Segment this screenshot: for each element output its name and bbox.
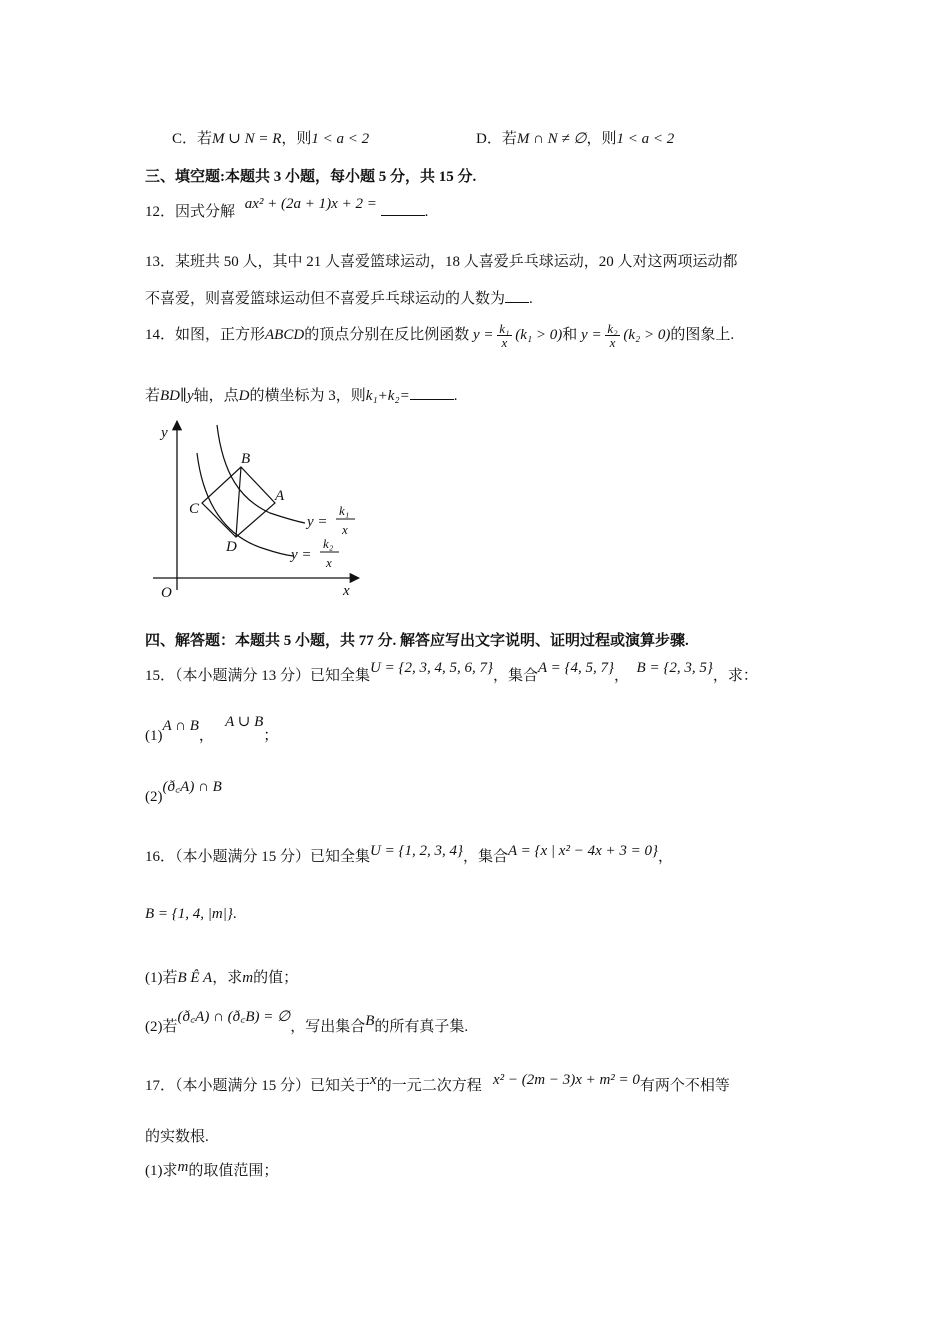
curve-k1-lhs: y = bbox=[307, 514, 328, 530]
diagonal-bd bbox=[236, 467, 241, 537]
q15-p1-union: A ∪ B bbox=[225, 714, 264, 730]
q14-and: 和 bbox=[562, 326, 578, 343]
q14-mid: 的顶点分别在反比例函数 bbox=[304, 326, 470, 343]
q13-line-2-text: 不喜爱，则喜爱篮球运动但不喜爱乒乓球运动的人数为 bbox=[145, 291, 506, 307]
q16-p2-label: (2)若 bbox=[145, 1019, 178, 1035]
question-12 bbox=[145, 196, 429, 221]
q17-mid: 的一元二次方程 bbox=[376, 1078, 482, 1094]
q15-p1-sep: ， bbox=[198, 728, 214, 744]
q17-x: x bbox=[370, 1072, 377, 1088]
q16-set-label: ，集合 bbox=[462, 849, 508, 865]
curve-k2-num: k₂ bbox=[323, 536, 334, 551]
q14-d: D bbox=[238, 388, 250, 404]
q17-line-2: 的实数根. bbox=[145, 1129, 209, 1145]
q13-answer-blank[interactable] bbox=[505, 290, 529, 303]
q14-line-1 bbox=[145, 322, 734, 349]
q16-part-1 bbox=[145, 966, 298, 987]
option-c-cond: M ∪ N = R bbox=[212, 131, 282, 147]
q15-p2-expr: (ð꜀A) ∩ B bbox=[162, 779, 222, 795]
q17-p1-m: m bbox=[177, 1159, 189, 1175]
q17-p1-label: (1)求 bbox=[145, 1163, 178, 1179]
q15-p1-end: ； bbox=[263, 728, 279, 744]
q14-f1-cond: (k₁ > 0) bbox=[515, 326, 563, 343]
curve-k2-lhs: y = bbox=[291, 547, 312, 563]
q16-p2-end: 的所有真子集. bbox=[374, 1019, 469, 1035]
q12-number: 12． bbox=[145, 204, 176, 220]
q16-p1-m: m bbox=[242, 970, 254, 986]
q17-number: 17． bbox=[145, 1078, 176, 1094]
q14-parallel: ∥ bbox=[180, 388, 187, 404]
label-c: C bbox=[189, 501, 200, 517]
q15-score: （本小题满分 13 分）已知全集 bbox=[175, 668, 371, 684]
option-d-cond: M ∩ N ≠ ∅ bbox=[516, 131, 587, 147]
option-c-range: 1 < a < 2 bbox=[311, 131, 370, 147]
q14-line2-a: 若 bbox=[145, 388, 161, 404]
option-c-then: ，则 bbox=[281, 131, 312, 147]
q15-comma: ， bbox=[614, 668, 630, 684]
q14-pre: 14．如图，正方形 bbox=[145, 326, 266, 343]
curve-k1-den: x bbox=[342, 522, 348, 537]
q16-line-1 bbox=[145, 845, 673, 866]
q12-answer-blank[interactable] bbox=[381, 203, 425, 216]
q15-part-2 bbox=[145, 779, 222, 806]
option-d-label: D．若 bbox=[476, 131, 517, 147]
q12-expression: ax² + (2a + 1)x + 2 = bbox=[244, 196, 377, 212]
option-c-label: C．若 bbox=[172, 131, 213, 147]
q16-p2-b: B bbox=[365, 1013, 375, 1029]
q14-line2-c: 的横坐标为 3，则 bbox=[249, 388, 366, 404]
q14-f2-fraction bbox=[605, 322, 619, 349]
q14-abcd: ABCD bbox=[265, 326, 305, 343]
label-b: B bbox=[241, 451, 251, 467]
q12-text: 因式分解 bbox=[175, 204, 236, 220]
q16-set-b: B = {1, 4, |m|} bbox=[145, 906, 233, 922]
q14-bd: BD bbox=[160, 388, 181, 404]
curve-k1 bbox=[217, 425, 305, 523]
q14-post: 的图象上. bbox=[670, 326, 735, 343]
q14-f1-fraction bbox=[497, 322, 511, 349]
q14-figure bbox=[145, 415, 375, 610]
q14-f2-lhs: y = bbox=[581, 326, 602, 343]
q15-p1-intersection: A ∩ B bbox=[162, 718, 199, 734]
label-x: x bbox=[343, 583, 350, 599]
q15-set-label: ，集合 bbox=[492, 668, 538, 684]
q16-p2-mid: ，写出集合 bbox=[290, 1019, 366, 1035]
option-d bbox=[476, 127, 674, 148]
q16-score: （本小题满分 15 分）已知全集 bbox=[175, 849, 371, 865]
q16-p1-label: (1)若 bbox=[145, 970, 178, 986]
option-c bbox=[172, 127, 369, 148]
section-3-heading: 三、填空题:本题共 3 小题，每小题 5 分，共 15 分. bbox=[145, 169, 477, 185]
q16-comma: ， bbox=[657, 849, 673, 865]
q16-line-2 bbox=[145, 906, 237, 923]
q17-line-1 bbox=[145, 1074, 730, 1095]
q14-sum: k₁+k₂= bbox=[365, 388, 410, 404]
label-y: y bbox=[161, 425, 168, 441]
q16-p1-ask: ，求 bbox=[212, 970, 243, 986]
q16-dot: . bbox=[232, 906, 237, 922]
q13-end: . bbox=[529, 291, 533, 307]
q16-p2-expr: (ð꜀A) ∩ (ð꜀B) = ∅ bbox=[177, 1009, 291, 1025]
q16-number: 16． bbox=[145, 849, 176, 865]
q17-part-1 bbox=[145, 1159, 278, 1180]
option-d-range: 1 < a < 2 bbox=[616, 131, 675, 147]
q15-line-1 bbox=[145, 660, 758, 685]
q16-p1-expr: B Ê A bbox=[177, 970, 213, 986]
q14-f2-den: x bbox=[609, 335, 616, 350]
q13-line-1: 13．某班共 50 人，其中 21 人喜爱篮球运动，18 人喜爱乒乓球运动，20 人对这两项运动都 bbox=[145, 254, 738, 270]
q15-ask: ，求： bbox=[712, 668, 758, 684]
q14-f1-num: k₁ bbox=[499, 321, 510, 336]
q13-line-2 bbox=[145, 287, 533, 308]
q17-p1-end: 的取值范围； bbox=[188, 1163, 279, 1179]
curve-k2-den: x bbox=[326, 555, 332, 570]
curve-k1-num: k₁ bbox=[339, 503, 350, 518]
q14-f2-cond: (k₂ > 0) bbox=[623, 326, 671, 343]
q17-score: （本小题满分 15 分）已知关于 bbox=[175, 1078, 371, 1094]
option-d-then: ，则 bbox=[586, 131, 617, 147]
q14-f2-num: k₂ bbox=[607, 321, 618, 336]
q14-line-2 bbox=[145, 384, 458, 405]
q14-yaxis: y bbox=[186, 388, 194, 404]
q14-answer-blank[interactable] bbox=[410, 387, 454, 400]
q14-end: . bbox=[453, 388, 458, 404]
curve-k2 bbox=[197, 453, 293, 556]
q14-f1-den: x bbox=[501, 335, 508, 350]
label-a: A bbox=[275, 488, 285, 504]
q16-p1-end: 的值； bbox=[253, 970, 299, 986]
q14-f1-lhs: y = bbox=[472, 326, 494, 343]
q15-number: 15． bbox=[145, 668, 176, 684]
q15-set-b: B = {2, 3, 5} bbox=[636, 660, 713, 676]
label-o: O bbox=[161, 585, 172, 601]
section-4-heading: 四、解答题：本题共 5 小题，共 77 分. 解答应写出文字说明、证明过程或演算步骤. bbox=[145, 633, 689, 649]
q15-universal-set: U = {2, 3, 4, 5, 6, 7} bbox=[370, 660, 493, 676]
label-d: D bbox=[226, 539, 237, 555]
q17-post: 有两个不相等 bbox=[639, 1078, 730, 1094]
q15-p1-label: (1) bbox=[145, 728, 163, 744]
q15-p2-label: (2) bbox=[145, 789, 163, 805]
q16-part-2 bbox=[145, 1009, 469, 1036]
q17-equation: x² − (2m − 3)x + m² = 0 bbox=[492, 1072, 640, 1088]
q16-set-a: A = {x | x² − 4x + 3 = 0} bbox=[508, 843, 658, 859]
q15-part-1 bbox=[145, 714, 279, 745]
q16-universal-set: U = {1, 2, 3, 4} bbox=[370, 843, 463, 859]
q12-end: . bbox=[424, 204, 429, 220]
q15-set-a: A = {4, 5, 7} bbox=[538, 660, 615, 676]
q14-line2-b: 轴，点 bbox=[193, 388, 239, 404]
